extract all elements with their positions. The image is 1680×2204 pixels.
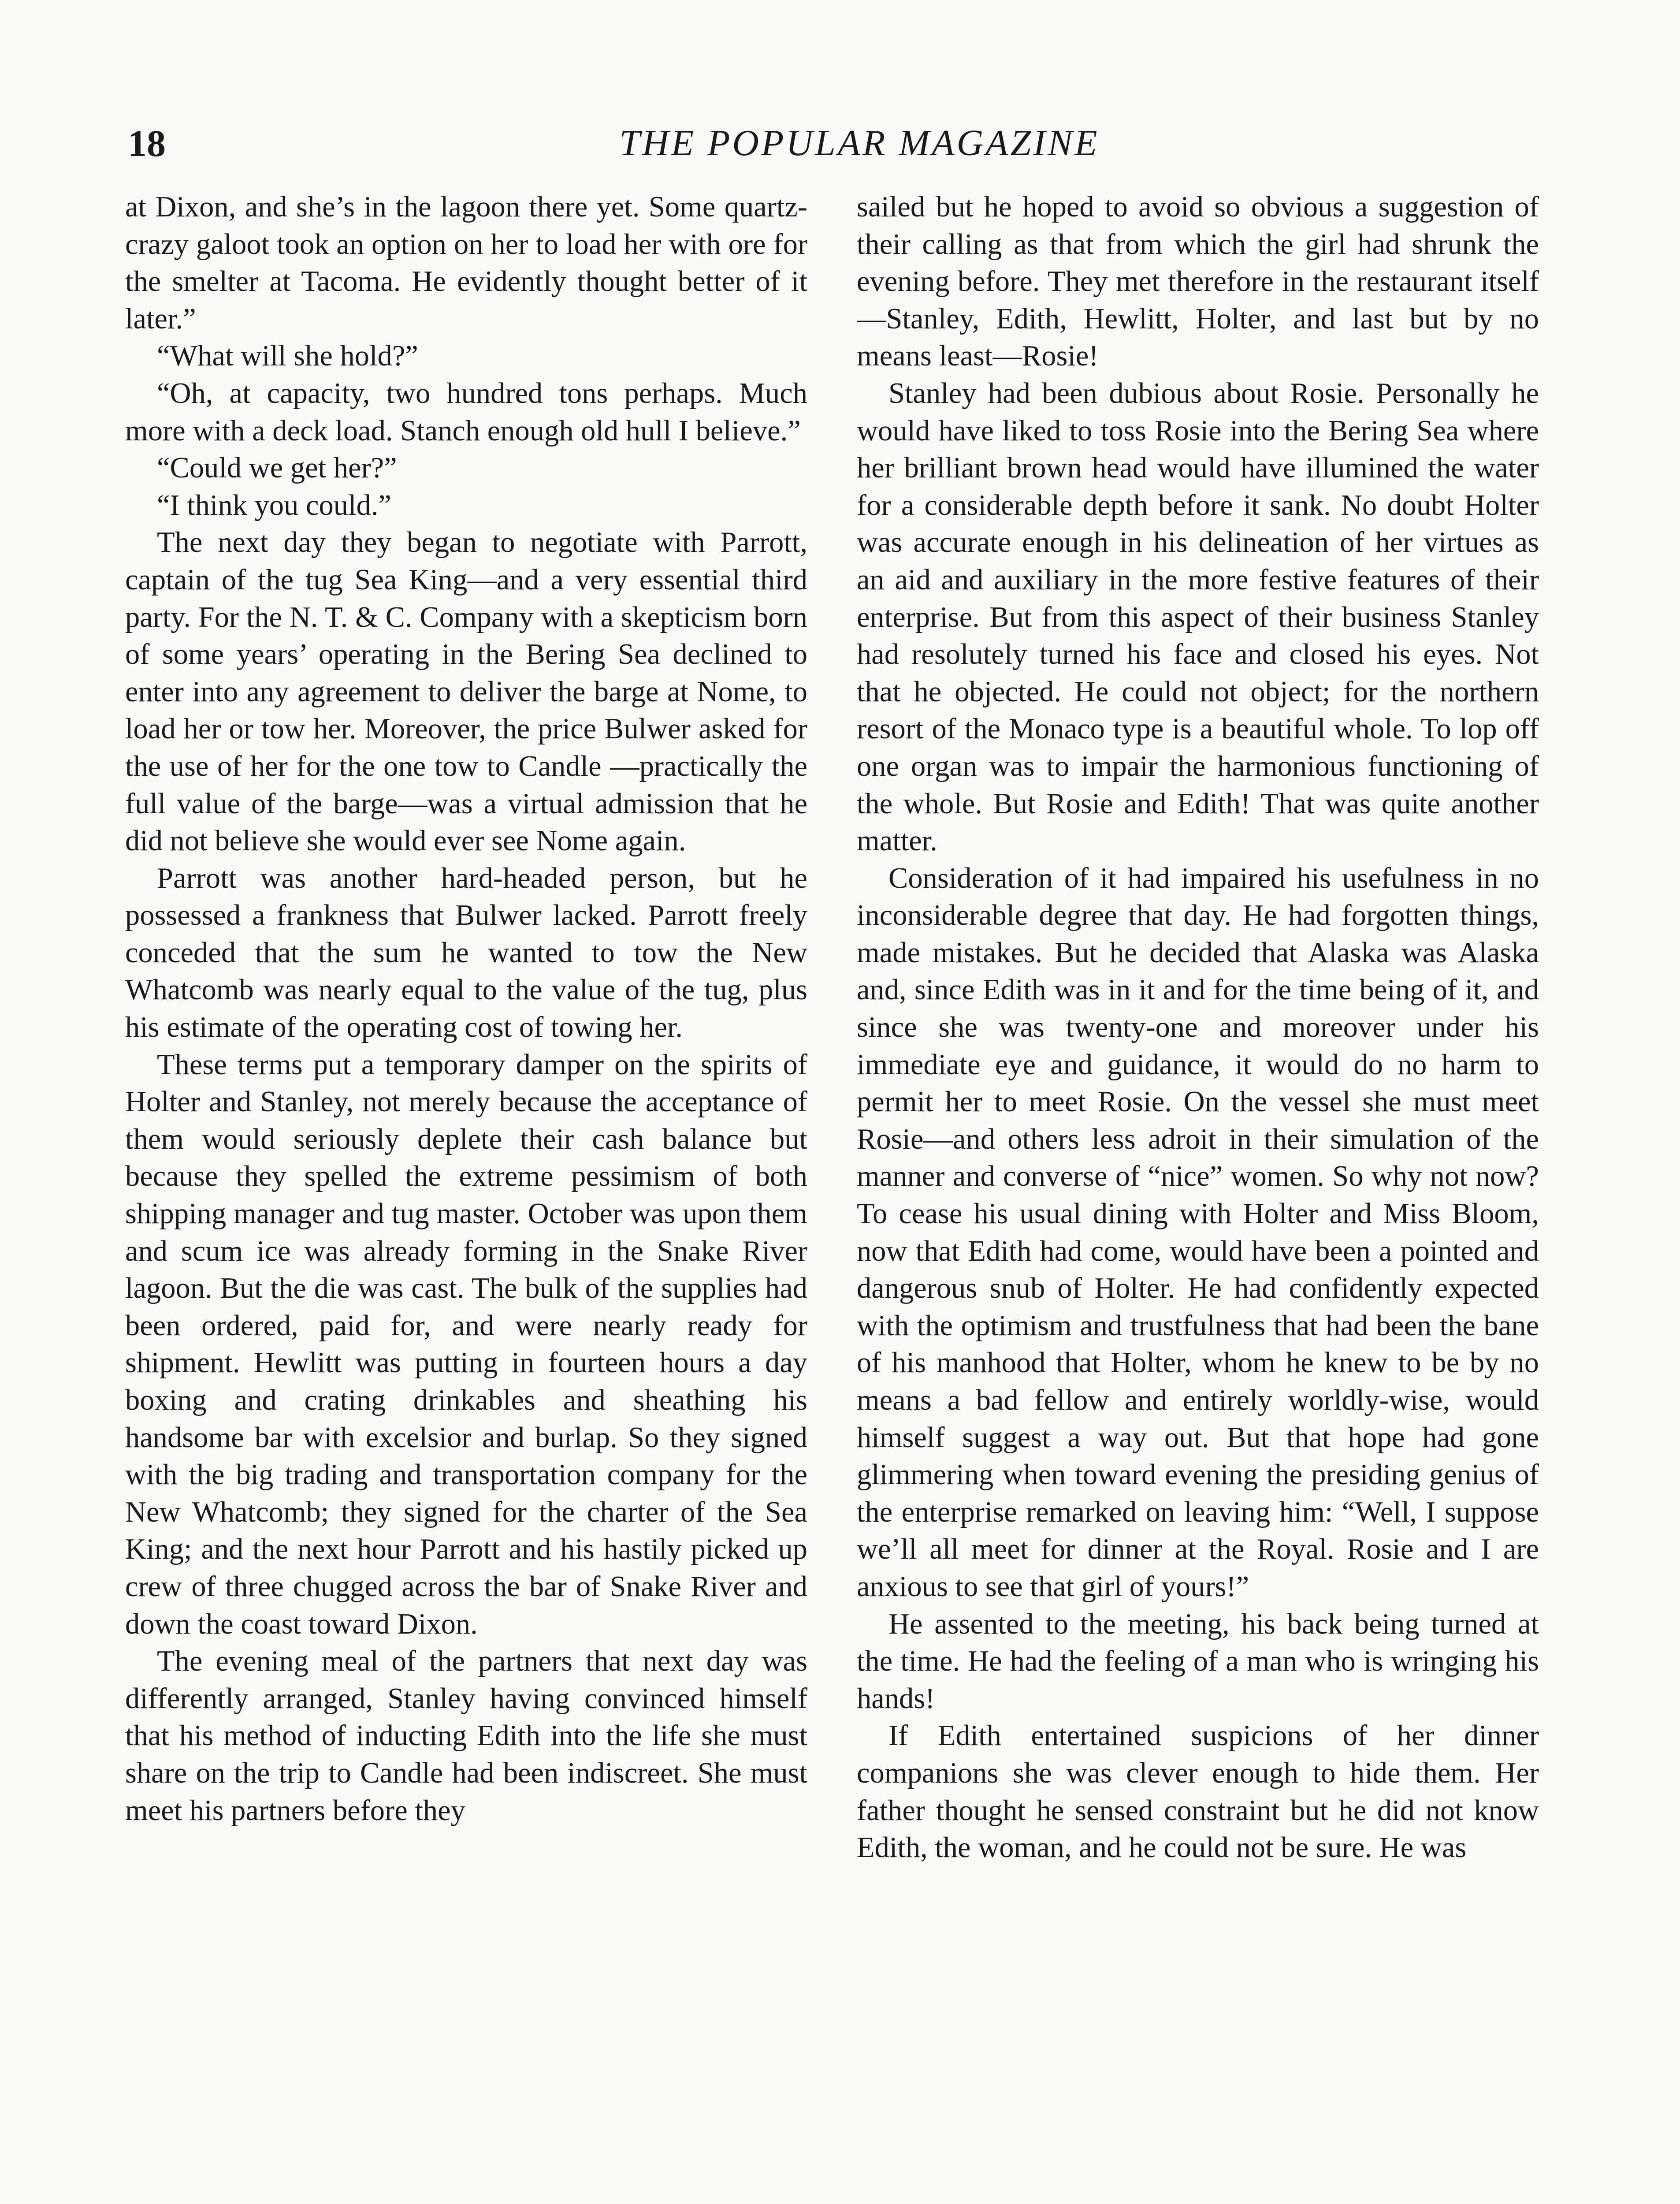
running-head: THE POPULAR MAGAZINE — [619, 123, 1100, 164]
left-column — [125, 189, 807, 2204]
paragraph: If Edith entertained suspicions of her dinner companions she was clever enough to hide them. Her father thought he sensed constraint but he did not know Edith, the woman, and he could not be sure. He was — [857, 1720, 1539, 1864]
paragraph: “I think you could.” — [157, 489, 391, 521]
paragraph: “Oh, at capacity, two hundred tons perhaps. Much more with a deck load. Stanch enough old hull I believe.” — [125, 377, 807, 447]
page-number: 18 — [128, 122, 166, 164]
paragraph: Parrott was another hard-headed person, but he possessed a frankness that Bulwer lacked. Parrott freely conceded that the sum he wanted to tow the New Whatcomb was nearly equal to the value of the tug, plus his estimate of the operating cost of towing her. — [125, 862, 807, 1044]
page-header — [128, 112, 1556, 174]
paragraph: He assented to the meeting, his back being turned at the time. He had the feeling of a man who is wringing his hands! — [857, 1608, 1539, 1715]
paragraph: sailed but he hoped to avoid so obvious a suggestion of their calling as that from which the girl had shrunk the evening before. They met therefore in the restaurant itself—Stanley, Edith, Hewlitt, Holter, and last but by no means least—Rosie! — [857, 191, 1539, 372]
paragraph: Consideration of it had impaired his usefulness in no inconsiderable degree that day. He had forgotten things, made mistakes. But he decided that Alaska was Alaska and, since Edith was in it and for the time being of it, and since she was twenty-one and moreover under his immediate eye and guidance, it would do no harm to permit her to meet Rosie. On the vessel she must meet Rosie—and others less adroit in their simulation of the manner and converse of “nice” women. So why not now? To cease his usual dining with Holter and Miss Bloom, now that Edith had come, would have been a pointed and dangerous snub of Holter. He had confidently expected with the optimism and trustfulness that had been the bane of his manhood that Holter, whom he knew to be by no means a bad fellow and entirely worldly-wise, would himself suggest a way out. But that hope had gone glimmering when toward evening the presiding genius of the enterprise remarked on leaving him: “Well, I suppose we’ll all meet for dinner at the Royal. Rosie and I are anxious to see that girl of yours!” — [857, 862, 1539, 1603]
paragraph: These terms put a temporary damper on the spirits of Holter and Stanley, not merely because the acceptance of them would seriously deplete their cash balance but because they spelled the extreme pessimism of both shipping manager and tug master. October was upon them and scum ice was already forming in the Snake River lagoon. But the die was cast. The bulk of the supplies had been ordered, paid for, and were nearly ready for shipment. Hewlitt was putting in fourteen hours a day boxing and crating drinkables and sheathing his handsome bar with excelsior and burlap. So they signed with the big trading and transportation company for the New Whatcomb; they signed for the charter of the Sea King; and the next hour Parrott and his hastily picked up crew of three chugged across the bar of Snake River and down the coast toward Dixon. — [125, 1048, 807, 1640]
paragraph: “What will she hold?” — [157, 340, 418, 372]
paragraph: Stanley had been dubious about Rosie. Personally he would have liked to toss Rosie into the Bering Sea where her brilliant brown head would have illumined the water for a considerable depth before it sank. No doubt Holter was accurate enough in his delineation of her virtues as an aid and auxiliary in the more festive features of their enterprise. But from this aspect of their business Stanley had resolutely turned his face and closed his eyes. Not that he objected. He could not object; for the northern resort of the Monaco type is a beautiful whole. To lop off one organ was to impair the harmonious functioning of the whole. But Rosie and Edith! That was quite another matter. — [857, 377, 1539, 857]
paragraph: The evening meal of the partners that next day was differently arranged, Stanley having convinced himself that his method of inducting Edith into the life she must share on the trip to Candle had been indiscreet. She must meet his partners before they — [125, 1645, 807, 1827]
paragraph: “Could we get her?” — [157, 452, 397, 484]
paragraph: at Dixon, and she’s in the lagoon there yet. Some quartz-crazy galoot took an option on her to load her with ore for the smelter at Tacoma. He evidently thought better of it later.” — [125, 191, 807, 335]
right-column — [857, 189, 1539, 2204]
paragraph: The next day they began to negotiate with Parrott, captain of the tug Sea King—and a very essential third party. For the N. T. & C. Company with a skepticism born of some years’ operating in the Bering Sea declined to enter into any agreement to deliver the barge at Nome, to load her or tow her. Moreover, the price Bulwer asked for the use of her for the one tow to Candle —practically the full value of the barge—was a virtual admission that he did not believe she would ever see Nome again. — [125, 526, 807, 857]
